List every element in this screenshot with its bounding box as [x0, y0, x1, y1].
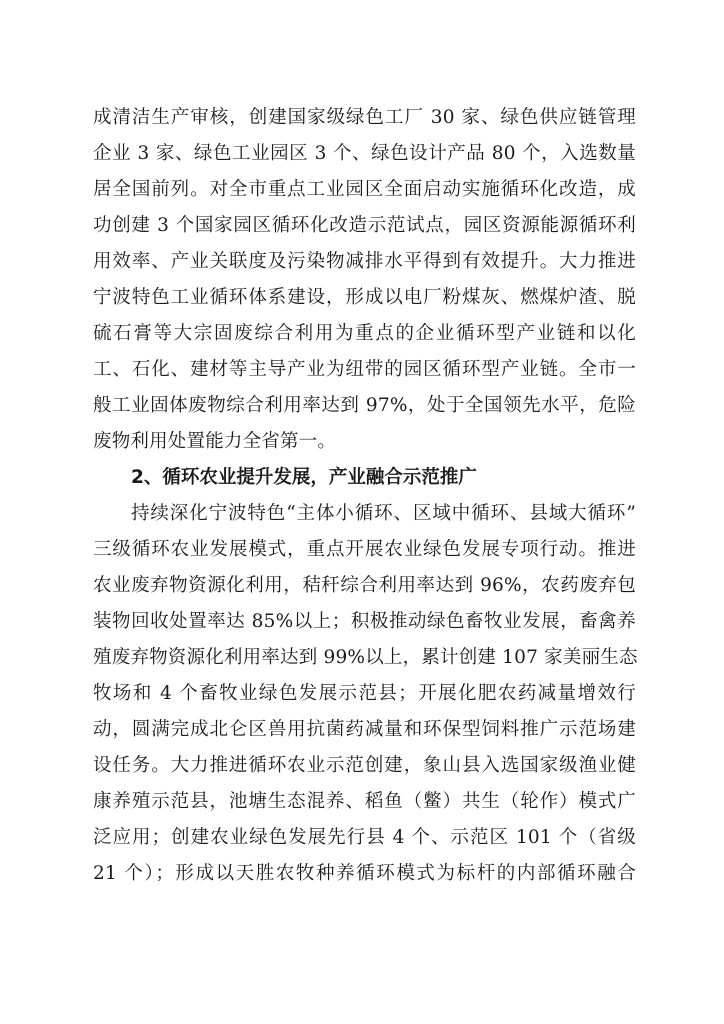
text-line: 牧场和 4 个畜牧业绿色发展示范县；开展化肥农药减量增效行	[93, 683, 636, 704]
text-line: 设任务。大力推进循环农业示范创建，象山县入选国家级渔业健	[93, 755, 636, 776]
text-line: 持续深化宁波特色“主体小循环、区域中循环、县域大循环”	[131, 503, 636, 524]
text-line: 泛应用；创建农业绿色发展先行县 4 个、示范区 101 个（省级	[93, 827, 636, 848]
section-heading: 2、循环农业提升发展，产业融合示范推广	[131, 467, 477, 488]
text-line: 动，圆满完成北仑区兽用抗菌药减量和环保型饲料推广示范场建	[93, 719, 636, 740]
paragraph-industrial-recycling	[93, 100, 636, 460]
text-line: 般工业固体废物综合利用率达到 97%，处于全国领先水平，危险	[93, 395, 636, 416]
text-line: 宁波特色工业循环体系建设，形成以电厂粉煤灰、燃煤炉渣、脱	[93, 287, 636, 308]
document-page	[93, 100, 636, 892]
text-line: 农业废弃物资源化利用，秸秆综合利用率达到 96%，农药废弃包	[93, 575, 636, 596]
text-line: 企业 3 家、绿色工业园区 3 个、绿色设计产品 80 个，入选数量	[93, 143, 636, 164]
text-line: 装物回收处置率达 85%以上；积极推动绿色畜牧业发展，畜禽养	[93, 611, 636, 632]
text-line: 居全国前列。对全市重点工业园区全面启动实施循环化改造，成	[93, 179, 636, 200]
text-line: 工、石化、建材等主导产业为纽带的园区循环型产业链。全市一	[93, 359, 636, 380]
text-line: 成清洁生产审核，创建国家级绿色工厂 30 家、绿色供应链管理	[93, 107, 636, 128]
text-line: 康养殖示范县，池塘生态混养、稻鱼（鳖）共生（轮作）模式广	[93, 791, 636, 812]
text-line: 三级循环农业发展模式，重点开展农业绿色发展专项行动。推进	[93, 539, 636, 560]
text-line: 废物利用处置能力全省第一。	[93, 431, 337, 452]
text-line: 硫石膏等大宗固废综合利用为重点的企业循环型产业链和以化	[93, 323, 636, 344]
paragraph-circular-agriculture	[93, 496, 636, 892]
text-line: 殖废弃物资源化利用率达到 99%以上，累计创建 107 家美丽生态	[93, 647, 638, 668]
text-line: 功创建 3 个国家园区循环化改造示范试点，园区资源能源循环利	[93, 215, 636, 236]
text-line: 21 个）；形成以天胜农牧种养循环模式为标杆的内部循环融合	[93, 863, 636, 884]
text-line: 用效率、产业关联度及污染物减排水平得到有效提升。大力推进	[93, 251, 636, 272]
